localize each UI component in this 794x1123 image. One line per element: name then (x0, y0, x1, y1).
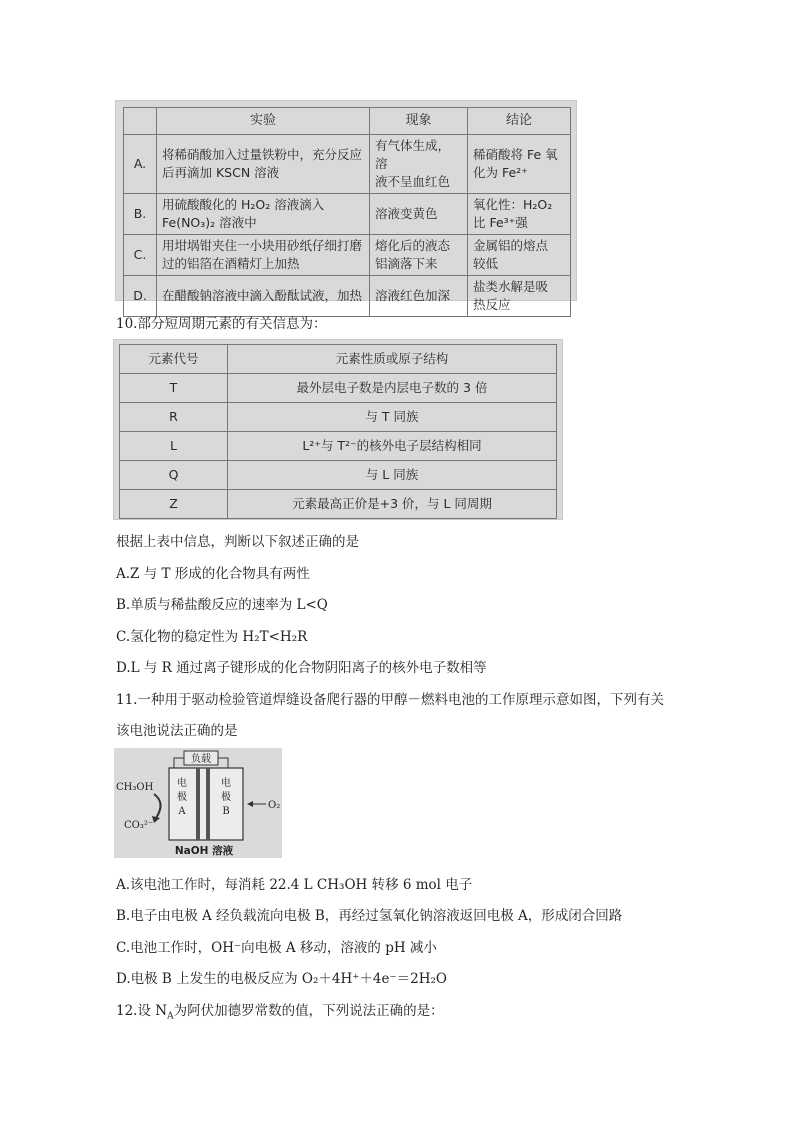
cell-line: 金属铝的熔点 (473, 238, 549, 253)
table-header-experiment: 实验 (157, 108, 370, 135)
q11-option-d: D.电极 B 上发生的电极反应为 O₂＋4H⁺＋4e⁻＝2H₂O (116, 971, 447, 987)
table-header-code: 元素代号 (120, 345, 228, 374)
electrode-a-char1: 电 (177, 778, 187, 789)
q11-option-a: A.该电池工作时，每消耗 22.4 L CH₃OH 转移 6 mol 电子 (116, 877, 473, 893)
element-code: Z (120, 490, 228, 519)
row-label: D. (124, 276, 157, 317)
oxygen-arrowhead (247, 801, 253, 807)
cell-line: 溶液变黄色 (375, 206, 438, 221)
row-label: A. (124, 135, 157, 194)
experiment-cell (157, 276, 370, 317)
option-c: C.氢化物的稳定性为 H₂T<H₂R (116, 629, 308, 645)
element-info: 与 L 同族 (228, 461, 557, 490)
cell-line: 氧化性：H₂O₂ (473, 197, 553, 212)
element-info-table (119, 344, 557, 519)
q12-stem-pre: 12.设 (116, 1003, 156, 1019)
conclusion-cell (468, 135, 571, 194)
row-label: B. (124, 194, 157, 235)
cell-line: 在醋酸钠溶液中滴入酚酞试液，加热 (162, 288, 363, 303)
element-info: 与 T 同族 (228, 403, 557, 432)
table-row (120, 432, 557, 461)
element-code: L (120, 432, 228, 461)
table-row (124, 194, 571, 235)
table-row (124, 276, 571, 317)
cell-line: 将稀硝酸加入过量铁粉中，充分反应 (162, 147, 363, 162)
experiment-cell (157, 194, 370, 235)
conclusion-cell (468, 276, 571, 317)
element-info: L²⁺与 T²⁻的核外电子层结构相同 (228, 432, 557, 461)
q11-option-c: C.电池工作时，OH⁻向电极 A 移动，溶液的 pH 减小 (116, 940, 437, 956)
question-12-stem (116, 999, 444, 1022)
electrode-a-char3: A (178, 806, 186, 817)
oxygen-label: O₂ (268, 800, 281, 811)
question-10-title: 10.部分短周期元素的有关信息为： (116, 316, 327, 332)
q12-stem-post: 为阿伏加德罗常数的值，下列说法正确的是： (173, 1003, 444, 1019)
table-header-info: 元素性质或原子结构 (228, 345, 557, 374)
cell-line: 较低 (473, 256, 499, 271)
cell-line: Fe(NO₃)₂ 溶液中 (162, 215, 257, 230)
electrode-b-char2: 极 (221, 792, 231, 803)
experiment-cell (157, 135, 370, 194)
electrode-a-char2: 极 (177, 792, 187, 803)
element-code: T (120, 374, 228, 403)
conclusion-cell (468, 235, 571, 276)
option-a: A.Z 与 T 形成的化合物具有两性 (116, 566, 310, 582)
cell-line: 热反应 (473, 297, 511, 312)
table-row (120, 490, 557, 519)
cell-line: 溶液红色加深 (375, 288, 451, 303)
fuel-cell-svg (114, 748, 282, 858)
table-header-row (120, 345, 557, 374)
table-header-phenomenon: 现象 (370, 108, 468, 135)
curved-arrow (154, 794, 161, 818)
curved-arrowhead (152, 816, 160, 823)
table-row (120, 403, 557, 432)
question-11-stem-line1: 11.一种用于驱动检验管道焊缝设备爬行器的甲醇－燃料电池的工作原理示意如图，下列有关 (116, 692, 664, 708)
row-label: C. (124, 235, 157, 276)
carbonate-label: CO₃²⁻ (124, 820, 154, 831)
table-row (120, 461, 557, 490)
element-code: R (120, 403, 228, 432)
cell-line: 稀硝酸将 Fe 氧 (473, 147, 558, 162)
experiment-table (123, 107, 571, 317)
cell-line: 铝滴落下来 (375, 256, 438, 271)
table-row (120, 374, 557, 403)
solution-label: NaOH 溶液 (174, 845, 234, 857)
methanol-label: CH₃OH (116, 782, 154, 793)
element-code: Q (120, 461, 228, 490)
cell-line: 过的铝箔在酒精灯上加热 (162, 256, 300, 271)
table-header-blank (124, 108, 157, 135)
na-symbol: N (155, 1003, 168, 1019)
option-d: D.L 与 R 通过离子键形成的化合物阴阳离子的核外电子数相等 (116, 660, 487, 676)
cell-line: 有气体生成，溶 (375, 138, 451, 171)
element-info: 元素最高正价是+3 价，与 L 同周期 (228, 490, 557, 519)
electrode-b-plate (206, 768, 210, 840)
na-subscript: A (167, 1011, 174, 1022)
cell-line: 盐类水解是吸 (473, 279, 549, 294)
table-row (124, 235, 571, 276)
phenomenon-cell (370, 276, 468, 317)
wire-right (218, 758, 228, 768)
electrode-b-char1: 电 (221, 778, 231, 789)
experiment-cell (157, 235, 370, 276)
cell-line: 比 Fe³⁺强 (473, 215, 528, 230)
cell-line: 液不呈血红色 (375, 174, 451, 189)
electrode-a-plate (196, 768, 200, 840)
option-b: B.单质与稀盐酸反应的速率为 L<Q (116, 597, 328, 613)
question-10-stem: 根据上表中信息，判断以下叙述正确的是 (116, 534, 359, 550)
electrode-b-char3: B (222, 806, 230, 817)
element-info: 最外层电子数是内层电子数的 3 倍 (228, 374, 557, 403)
cell-line: 用坩埚钳夹住一小块用砂纸仔细打磨 (162, 238, 363, 253)
fuel-cell-diagram (114, 748, 282, 858)
table-header-row (124, 108, 571, 135)
cell-line: 用硫酸酸化的 H₂O₂ 溶液滴入 (162, 197, 325, 212)
question-11-stem-line2: 该电池说法正确的是 (116, 723, 238, 739)
table-row (124, 135, 571, 194)
conclusion-cell (468, 194, 571, 235)
cell-line: 化为 Fe²⁺ (473, 165, 528, 180)
phenomenon-cell (370, 135, 468, 194)
table-header-conclusion: 结论 (468, 108, 571, 135)
phenomenon-cell (370, 194, 468, 235)
cell-line: 熔化后的液态 (375, 238, 451, 253)
load-label: 负载 (191, 754, 211, 765)
q11-option-b: B.电子由电极 A 经负载流向电极 B，再经过氢氧化钠溶液返回电极 A，形成闭合回路 (116, 908, 623, 924)
phenomenon-cell (370, 235, 468, 276)
cell-line: 后再滴加 KSCN 溶液 (162, 165, 280, 180)
wire-left (174, 758, 184, 768)
